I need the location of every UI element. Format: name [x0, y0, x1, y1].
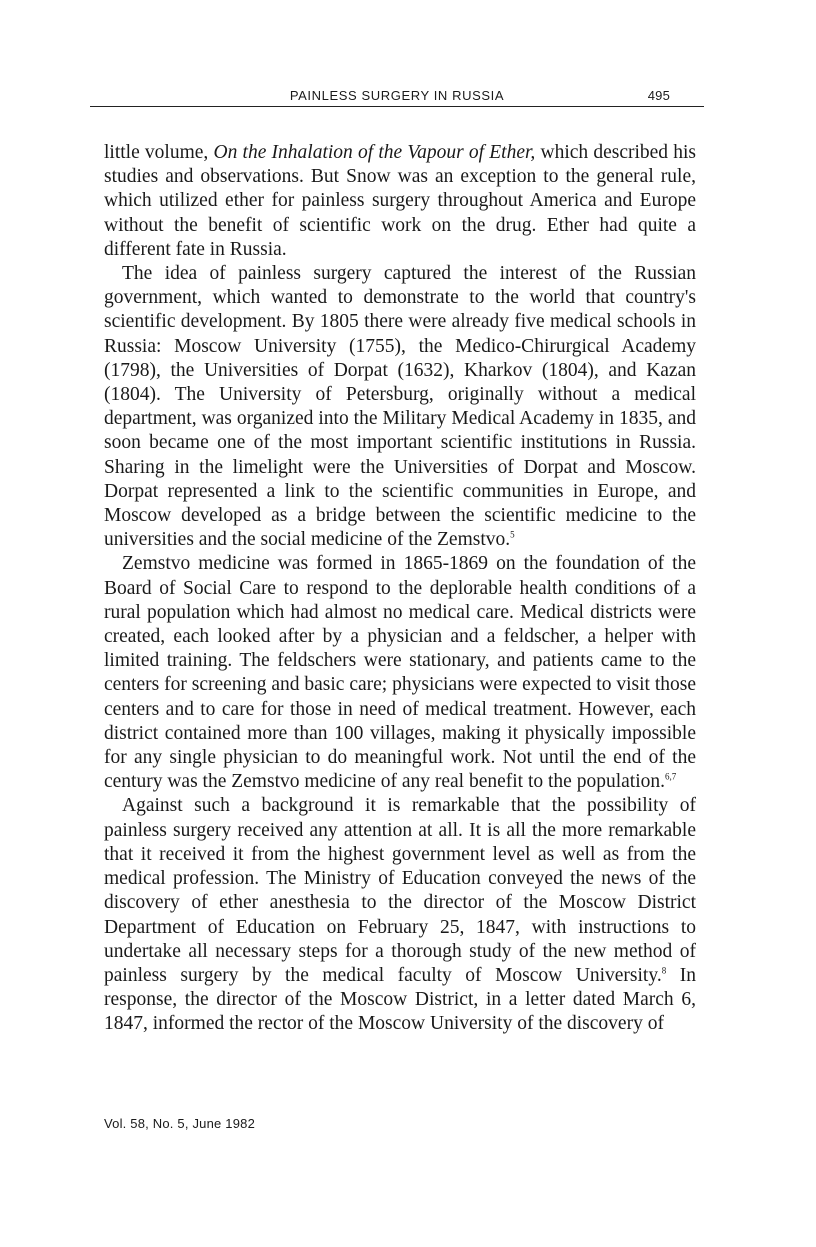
paragraph-3 [104, 552, 696, 794]
article-body [104, 141, 696, 1037]
running-head-title: PAINLESS SURGERY IN RUSSIA [289, 88, 505, 103]
reference-marker: 5 [510, 529, 515, 540]
paragraph-4-text-end: In response, the director of the Moscow District, in a letter dated March 6, 1847, informed the rector of the Moscow University of the discovery of [104, 964, 696, 1035]
paragraph-4 [104, 794, 696, 1036]
reference-marker: 6,7 [665, 771, 677, 782]
paragraph-4-text-start: Against such a background it is remarkable that the possibility of painless surgery received any attention at all. It is all the more remarkable that it received it from the highest government level as well as from the medical profession. The Ministry of Education conveyed the news of the discovery of ether anesthesia to the director of the Moscow District Department of Education on February 25, 1847, with instructions to undertake all necessary steps for a thorough study of the new method of painless surgery by the medical faculty of Moscow University. [104, 795, 696, 986]
paragraph-1-text-start: little volume, [104, 142, 214, 163]
reference-marker: 8 [661, 965, 667, 976]
paragraph-2 [104, 262, 696, 552]
running-head [90, 86, 704, 107]
journal-citation-footer: Vol. 58, No. 5, June 1982 [104, 1116, 255, 1131]
paragraph-1-text-end: which described his studies and observations. But Snow was an exception to the general rule, which utilized ether for painless surgery throughout America and Europe without the benefit of scientific work on the drug. Ether had quite a different fate in Russia. [104, 142, 697, 260]
book-title: On the Inhalation of the Vapour of Ether, [213, 142, 536, 163]
paragraph-3-text: Zemstvo medicine was formed in 1865-1869 on the foundation of the Board of Social Care to respond to the deplorable health conditions of a rural population which had almost no medical care. Medical districts were created, each looked after by a physician and a feldscher, a helper with limited training. The feldschers were stationary, and patients came to the centers for screening and basic care; physicians were expected to visit those centers and to care for those in need of medical treatment. However, each district contained more than 100 villages, making it physically impossible for any single physician to do meaningful work. Not until the end of the century was the Zemstvo medicine of any real benefit to the population. [104, 553, 696, 793]
paragraph-2-text: The idea of painless surgery captured the interest of the Russian government, which wanted to demonstrate to the world that country's scientific development. By 1805 there were already five medical schools in Russia: Moscow University (1755), the Medico-Chirurgical Academy (1798), the Universities of Dorpat (1632), Kharkov (1804), and Kazan (1804). The University of Petersburg, originally without a medical department, was organized into the Military Medical Academy in 1835, and soon became one of the most important scientific institutions in Russia. Sharing in the limelight were the Universities of Dorpat and Moscow. Dorpat represented a link to the scientific communities in Europe, and Moscow developed as a bridge between the scientific medicine to the universities and the social medicine of the Zemstvo. [104, 263, 696, 551]
page-number: 495 [647, 88, 670, 103]
paragraph-1 [104, 141, 696, 262]
